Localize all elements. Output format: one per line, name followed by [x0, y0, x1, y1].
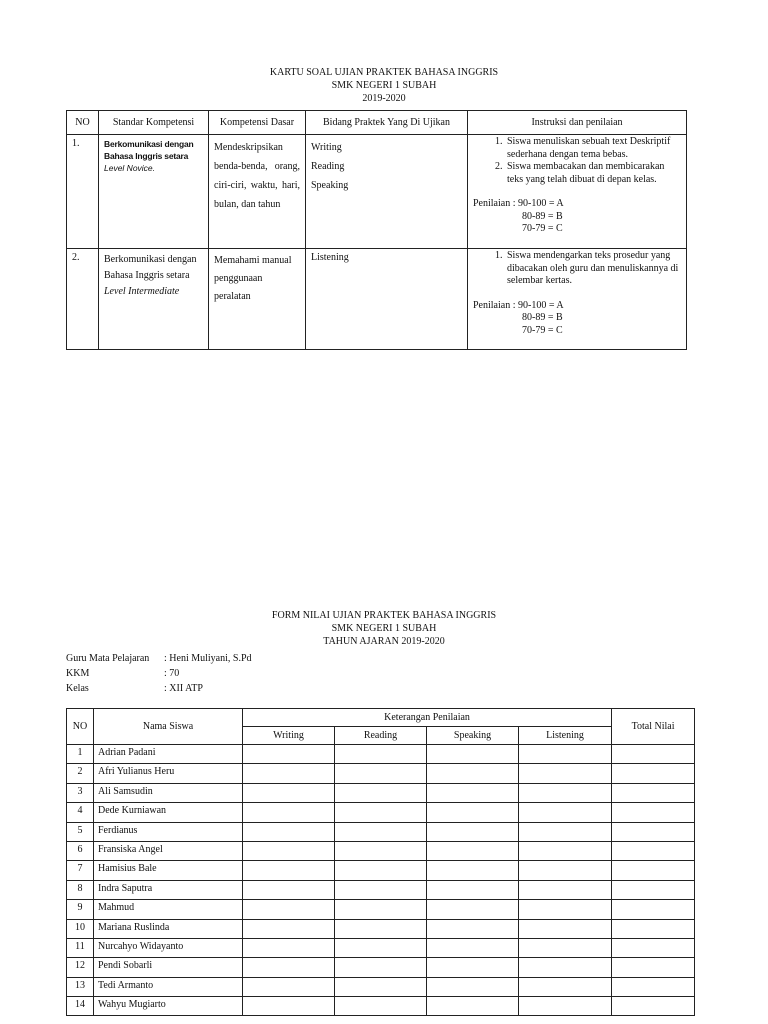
col-header-listening: Listening: [519, 727, 612, 745]
penilaian-grade-c: 70-79 = C: [522, 223, 563, 234]
kompetensi-dasar-cell: Mendeskripsikan benda-benda, orang, ciri-ciri, waktu, hari, bulan, dan tahun: [209, 135, 306, 249]
listening-score-cell[interactable]: [519, 861, 612, 880]
speaking-score-cell[interactable]: [427, 919, 519, 938]
form-title-block: [0, 609, 768, 648]
bidang-praktek-cell: [306, 135, 468, 249]
kartu-school: SMK NEGERI 1 SUBAH: [331, 80, 437, 91]
nilai-body: [67, 745, 695, 1016]
student-number: 14: [67, 997, 94, 1016]
col-header-standar-kompetensi: Standar Kompetensi: [99, 111, 209, 135]
reading-score-cell[interactable]: [335, 938, 427, 957]
penilaian-grade-b: 80-89 = B: [522, 210, 563, 222]
table-row: [67, 745, 695, 764]
speaking-score-cell[interactable]: [427, 958, 519, 977]
col-header-writing: Writing: [243, 727, 335, 745]
col-header-kompetensi-dasar: Kompetensi Dasar: [209, 111, 306, 135]
instruksi-cell: [468, 249, 687, 350]
speaking-score-cell[interactable]: [427, 783, 519, 802]
nilai-header-row: [67, 709, 695, 727]
table-row: [67, 880, 695, 899]
writing-score-cell[interactable]: [243, 938, 335, 957]
col-header-bidang-praktek: Bidang Praktek Yang Di Ujikan: [306, 111, 468, 135]
student-name: Ferdianus: [94, 822, 243, 841]
reading-score-cell[interactable]: [335, 861, 427, 880]
writing-score-cell[interactable]: [243, 919, 335, 938]
student-number: 5: [67, 822, 94, 841]
form-school: SMK NEGERI 1 SUBAH: [331, 623, 437, 634]
speaking-score-cell[interactable]: [427, 938, 519, 957]
listening-score-cell[interactable]: [519, 938, 612, 957]
speaking-score-cell[interactable]: [427, 764, 519, 783]
instruksi-cell: [468, 135, 687, 249]
total-score-cell[interactable]: [612, 783, 695, 802]
bidang-item: Reading: [311, 161, 345, 172]
col-header-reading: Reading: [335, 727, 427, 745]
penilaian-block: [473, 300, 681, 338]
instruksi-list: [473, 136, 681, 186]
writing-score-cell[interactable]: [243, 745, 335, 764]
student-name: Afri Yulianus Heru: [94, 764, 243, 783]
writing-score-cell[interactable]: [243, 803, 335, 822]
student-name: Pendi Sobarli: [94, 958, 243, 977]
kartu-row-1: [67, 135, 687, 249]
writing-score-cell[interactable]: [243, 997, 335, 1016]
col-header-instruksi: Instruksi dan penilaian: [468, 111, 687, 135]
table-row: [67, 783, 695, 802]
penilaian-grade-c: 70-79 = C: [522, 324, 563, 336]
col-header-total-nilai: Total Nilai: [612, 709, 695, 745]
listening-score-cell[interactable]: [519, 919, 612, 938]
reading-score-cell[interactable]: [335, 745, 427, 764]
form-title: FORM NILAI UJIAN PRAKTEK BAHASA INGGRIS: [271, 610, 497, 621]
table-row: [67, 919, 695, 938]
student-number: 9: [67, 900, 94, 919]
table-row: [67, 803, 695, 822]
form-nilai-table: [66, 708, 695, 1016]
writing-score-cell[interactable]: [243, 861, 335, 880]
student-name: Indra Saputra: [94, 880, 243, 899]
table-row: [67, 900, 695, 919]
form-year: TAHUN AJARAN 2019-2020: [323, 636, 445, 647]
speaking-score-cell[interactable]: [427, 803, 519, 822]
listening-score-cell[interactable]: [519, 803, 612, 822]
listening-score-cell[interactable]: [519, 764, 612, 783]
info-value: : XII ATP: [164, 683, 203, 694]
student-name: Nurcahyo Widayanto: [94, 938, 243, 957]
listening-score-cell[interactable]: [519, 745, 612, 764]
writing-score-cell[interactable]: [243, 900, 335, 919]
writing-score-cell[interactable]: [243, 977, 335, 996]
standar-kompetensi-text: Berkomunikasi dengan Bahasa Inggris setara: [104, 254, 197, 281]
reading-score-cell[interactable]: [335, 997, 427, 1016]
total-score-cell[interactable]: [612, 997, 695, 1016]
listening-score-cell[interactable]: [519, 958, 612, 977]
reading-score-cell[interactable]: [335, 919, 427, 938]
table-row: [67, 938, 695, 957]
kompetensi-dasar-cell: Memahami manual penggunaan peralatan: [209, 249, 306, 350]
reading-score-cell[interactable]: [335, 958, 427, 977]
student-number: 6: [67, 841, 94, 860]
instruksi-item: 1. Siswa mendengarkan teks prosedur yang dibacakan oleh guru dan menuliskannya di selembar kertas.: [505, 250, 681, 288]
bidang-item: Writing: [311, 142, 342, 153]
reading-score-cell[interactable]: [335, 764, 427, 783]
reading-score-cell[interactable]: [335, 822, 427, 841]
kartu-header-row: [67, 111, 687, 135]
row-number: 1.: [67, 135, 99, 249]
speaking-score-cell[interactable]: [427, 880, 519, 899]
kartu-title-block: [0, 66, 768, 105]
total-score-cell[interactable]: [612, 841, 695, 860]
reading-score-cell[interactable]: [335, 803, 427, 822]
total-score-cell[interactable]: [612, 822, 695, 841]
writing-score-cell[interactable]: [243, 783, 335, 802]
speaking-score-cell[interactable]: [427, 900, 519, 919]
table-row: [67, 861, 695, 880]
total-score-cell[interactable]: [612, 938, 695, 957]
speaking-score-cell[interactable]: [427, 977, 519, 996]
reading-score-cell[interactable]: [335, 841, 427, 860]
student-number: 13: [67, 977, 94, 996]
student-name: Fransiska Angel: [94, 841, 243, 860]
standar-kompetensi-cell: [99, 249, 209, 350]
col-header-speaking: Speaking: [427, 727, 519, 745]
kartu-soal-table: [66, 110, 687, 350]
total-score-cell[interactable]: [612, 803, 695, 822]
standar-kompetensi-line: Berkomunikasi dengan: [104, 139, 194, 149]
col-header-nama-siswa: Nama Siswa: [94, 709, 243, 745]
penilaian-grade-a: Penilaian : 90-100 = A: [473, 299, 564, 311]
student-number: 2: [67, 764, 94, 783]
penilaian-grade-b: 80-89 = B: [522, 312, 563, 323]
table-row: [67, 822, 695, 841]
writing-score-cell[interactable]: [243, 764, 335, 783]
bidang-item: Speaking: [311, 180, 349, 191]
bidang-item: Listening: [311, 252, 349, 263]
speaking-score-cell[interactable]: [427, 745, 519, 764]
listening-score-cell[interactable]: [519, 880, 612, 899]
listening-score-cell[interactable]: [519, 783, 612, 802]
student-number: 7: [67, 861, 94, 880]
total-score-cell[interactable]: [612, 900, 695, 919]
col-header-no: NO: [67, 709, 94, 745]
standar-kompetensi-cell: [99, 135, 209, 249]
total-score-cell[interactable]: [612, 880, 695, 899]
student-name: Hamisius Bale: [94, 861, 243, 880]
student-name: Adrian Padani: [94, 745, 243, 764]
student-number: 12: [67, 958, 94, 977]
writing-score-cell[interactable]: [243, 822, 335, 841]
listening-score-cell[interactable]: [519, 977, 612, 996]
speaking-score-cell[interactable]: [427, 997, 519, 1016]
student-number: 8: [67, 880, 94, 899]
table-row: [67, 977, 695, 996]
speaking-score-cell[interactable]: [427, 861, 519, 880]
student-name: Ali Samsudin: [94, 783, 243, 802]
instruksi-item: 1. Siswa menuliskan sebuah text Deskriptif sederhana dengan tema bebas.: [505, 136, 681, 161]
info-kkm: [66, 666, 252, 681]
table-row: [67, 764, 695, 783]
row-number: 2.: [67, 249, 99, 350]
standar-kompetensi-level: Level Intermediate: [104, 286, 180, 297]
reading-score-cell[interactable]: [335, 900, 427, 919]
info-label: Kelas: [66, 683, 89, 694]
info-label: Guru Mata Pelajaran: [66, 653, 150, 664]
info-label: KKM: [66, 668, 90, 679]
student-name: Tedi Armanto: [94, 977, 243, 996]
listening-score-cell[interactable]: [519, 900, 612, 919]
student-name: Mahmud: [94, 900, 243, 919]
listening-score-cell[interactable]: [519, 822, 612, 841]
instruksi-list: [473, 250, 681, 288]
speaking-score-cell[interactable]: [427, 841, 519, 860]
student-name: Mariana Ruslinda: [94, 919, 243, 938]
table-row: [67, 997, 695, 1016]
student-name: Dede Kurniawan: [94, 803, 243, 822]
form-info-block: [66, 651, 252, 696]
info-value: : Heni Muliyani, S.Pd: [164, 653, 252, 664]
writing-score-cell[interactable]: [243, 880, 335, 899]
total-score-cell[interactable]: [612, 745, 695, 764]
total-score-cell[interactable]: [612, 764, 695, 783]
bidang-praktek-cell: [306, 249, 468, 350]
reading-score-cell[interactable]: [335, 880, 427, 899]
student-number: 10: [67, 919, 94, 938]
student-number: 11: [67, 938, 94, 957]
total-score-cell[interactable]: [612, 919, 695, 938]
col-header-keterangan: Keterangan Penilaian: [243, 709, 612, 727]
table-row: [67, 841, 695, 860]
listening-score-cell[interactable]: [519, 841, 612, 860]
penilaian-block: [473, 198, 681, 236]
info-value: : 70: [164, 668, 180, 679]
kartu-title: KARTU SOAL UJIAN PRAKTEK BAHASA INGGRIS: [269, 67, 499, 78]
student-number: 3: [67, 783, 94, 802]
speaking-score-cell[interactable]: [427, 822, 519, 841]
table-row: [67, 958, 695, 977]
standar-kompetensi-line: Bahasa Inggris setara: [104, 151, 189, 161]
reading-score-cell[interactable]: [335, 977, 427, 996]
info-kelas: [66, 681, 252, 696]
reading-score-cell[interactable]: [335, 783, 427, 802]
kartu-row-2: [67, 249, 687, 350]
total-score-cell[interactable]: [612, 958, 695, 977]
total-score-cell[interactable]: [612, 977, 695, 996]
student-number: 1: [67, 745, 94, 764]
info-guru: [66, 651, 252, 666]
instruksi-item: 2. Siswa membacakan dan membicarakan teks yang telah dibuat di depan kelas.: [505, 161, 681, 186]
total-score-cell[interactable]: [612, 861, 695, 880]
kartu-year: 2019-2020: [362, 93, 406, 104]
listening-score-cell[interactable]: [519, 997, 612, 1016]
col-header-no: NO: [67, 111, 99, 135]
standar-kompetensi-level: Level Novice.: [104, 163, 156, 173]
penilaian-grade-a: Penilaian : 90-100 = A: [473, 198, 564, 209]
writing-score-cell[interactable]: [243, 841, 335, 860]
student-name: Wahyu Mugiarto: [94, 997, 243, 1016]
writing-score-cell[interactable]: [243, 958, 335, 977]
student-number: 4: [67, 803, 94, 822]
